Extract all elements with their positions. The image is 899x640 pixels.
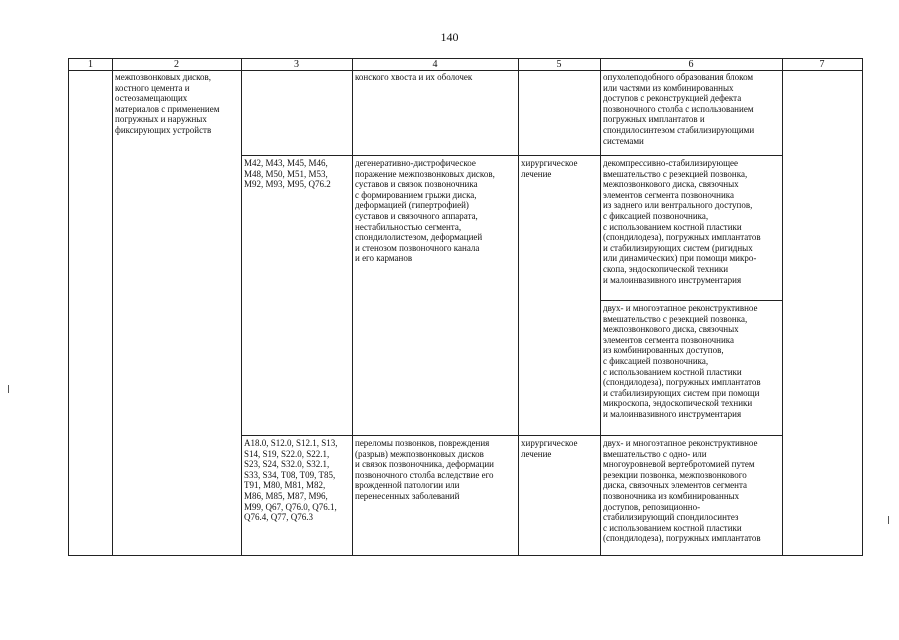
header-col-4: 4 <box>432 59 438 70</box>
header-row-divider <box>69 70 862 71</box>
row2-icd-codes: M42, M43, M45, M46, M48, M50, M51, M53, M92, M93, M95, Q76.2 <box>244 158 331 190</box>
row3-diagnosis: переломы позвонков, повреждения (разрыв) межпозвонковых дисков и связок позвоночника, деформации позвоночного столба вследствие его врожденной патологии или перенесенных заболеваний <box>355 438 494 501</box>
medical-care-table <box>68 58 863 556</box>
header-col-6: 6 <box>688 59 694 70</box>
header-col-2: 2 <box>174 59 179 70</box>
row3-treatment-type: хирургическое лечение <box>521 438 578 459</box>
column-divider <box>600 59 601 555</box>
page-number: 140 <box>440 30 459 44</box>
header-col-3: 3 <box>294 59 299 70</box>
column-divider <box>782 59 783 555</box>
column-divider <box>518 59 519 555</box>
column-divider <box>241 59 242 555</box>
column-divider <box>352 59 353 555</box>
header-col-5: 5 <box>556 59 562 70</box>
row3-icd-codes: A18.0, S12.0, S12.1, S13, S14, S19, S22.0, S22.1, S23, S24, S32.0, S32.1, S33, S34, T08, T09, T85, T91, M80, M81, M82, M86, M85, M87, M96, M99, Q67, Q76.0, Q76.1, Q76.4, Q77, Q76.3 <box>244 438 338 523</box>
row2-diagnosis: дегенеративно-дистрофическое поражение межпозвонковых дисков, суставов и связок позвоночника с формированием грыжи диска, деформацией (гипертрофией) суставов и связочного аппарата, нестабильностью сегмента, спондилолистезом, деформацией и стенозом позвоночного канала и его карманов <box>355 158 495 264</box>
header-col-1: 1 <box>88 59 93 70</box>
row-divider <box>241 155 782 156</box>
scan-mark <box>8 385 9 393</box>
column-divider <box>112 59 113 555</box>
scan-mark <box>888 516 889 524</box>
procedure-group-text: межпозвонковых дисков, костного цемента и остеозамещающих материалов с применением погружных и наружных фиксирующих устройств <box>115 72 220 135</box>
row1-diagnosis: конского хвоста и их оболочек <box>355 72 473 82</box>
row2-method-b: двух- и многоэтапное реконструктивное вмешательство с резекцией позвонка, межпозвонкового диска, связочных элементов сегмента позвоночника из комбинированных доступов, с фиксацией позвоночника, с использованием костной пластики (спондилодеза), погружных имплантатов и стабилизирующих систем при помощи микроскопа, эндоскопической техники и малоинвазивного инструментария <box>603 303 761 419</box>
row1-method: опухолеподобного образования блоком или частями из комбинированных доступов с реконструкцией дефекта позвоночного столба с использованием погружных имплантатов и спондилосинтезом стабилизирующими системами <box>603 72 755 146</box>
row2-method-a: декомпрессивно-стабилизирующее вмешательство с резекцией позвонка, межпозвонкового диска, связочных элементов сегмента позвоночника из заднего или вентрального доступов, с фиксацией позвоночника, с использованием костной пластики (спондилодеза), погружных имплантатов и стабилизирующих систем (ригидных или динамических) при помощи микро- скопа, эндоскопической техники и малоинвазивного инструментария <box>603 158 761 285</box>
row3-method: двух- и многоэтапное реконструктивное вмешательство с одно- или многоуровневой вертебротомией путем резекции позвонка, межпозвонкового диска, связочных элементов сегмента позвоночника из комбинированных доступов, репозиционно- стабилизирующий спондилосинтез с использованием костной пластики (спондилодеза), погружных имплантатов <box>603 438 761 544</box>
row-divider <box>241 435 782 436</box>
row2-treatment-type: хирургическое лечение <box>521 158 578 179</box>
row-divider <box>600 300 782 301</box>
header-col-7: 7 <box>819 59 825 70</box>
